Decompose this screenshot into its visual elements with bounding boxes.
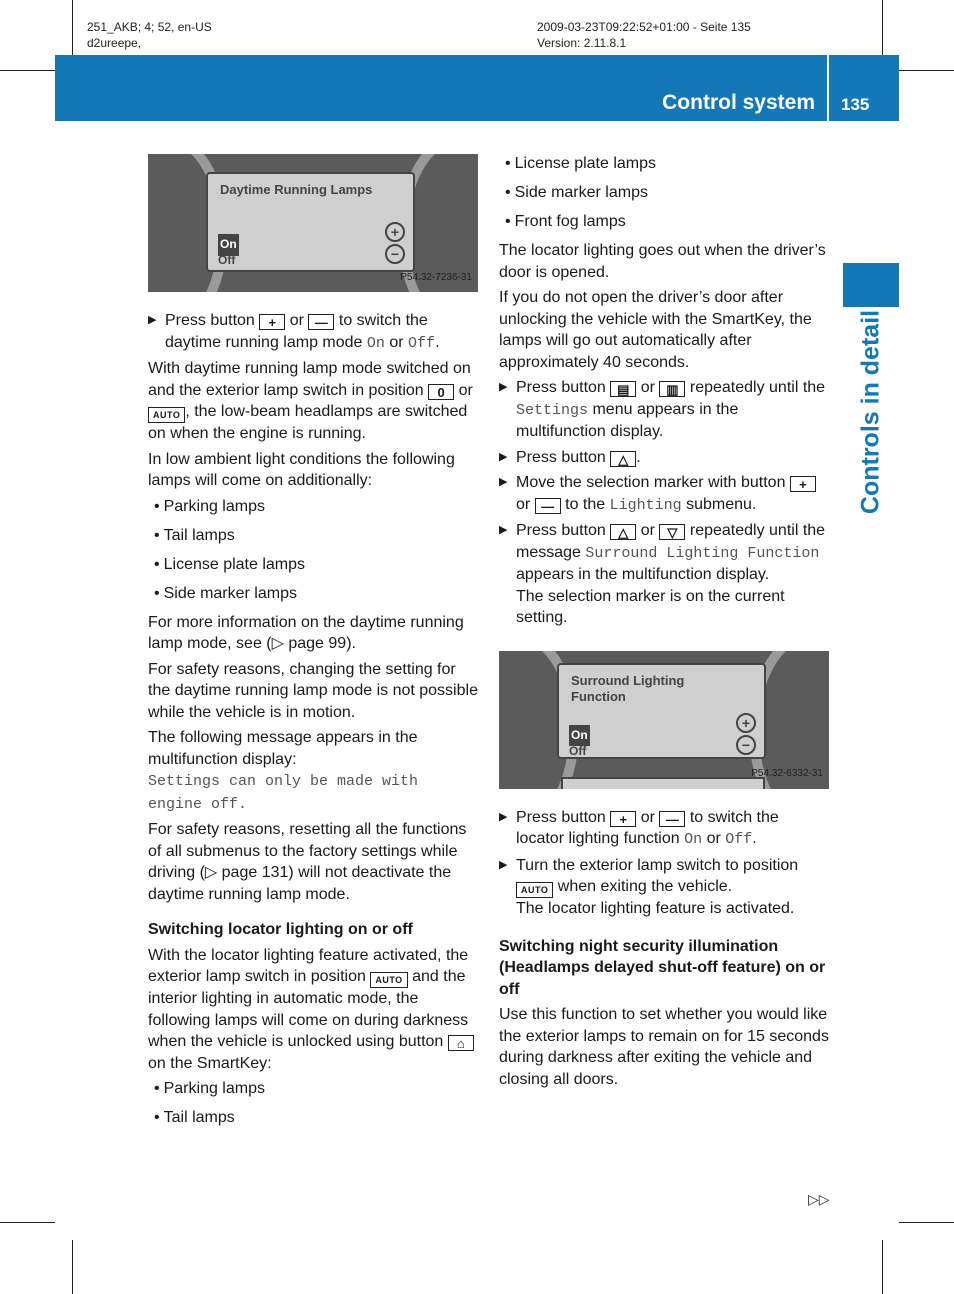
list-item: • License plate lamps [154,555,306,573]
text: or [289,312,304,329]
text: Side marker lamps [514,184,648,201]
up-button-icon: △ [610,524,636,540]
text: when exiting the vehicle. [557,878,733,895]
lamp-switch-0-icon: 0 [428,384,454,400]
text: Press button [516,808,606,826]
text: appears in the multifunction display. [516,566,770,583]
unlock-button-icon: ⌂ [448,1035,474,1051]
figure-reference: P54.32-6332-31 [751,768,823,779]
meta-text: Version: 2.11.8.1 [537,36,627,50]
minus-button-icon: — [535,498,561,514]
arrow-icon: ▶ [499,524,508,536]
minus-button-icon: — [659,811,685,827]
right-column [499,153,829,1094]
crop-mark [882,0,883,55]
paragraph: For more information on the daytime running lamp mode, see (▷ page 99). [148,613,464,652]
text: Move the selection marker with button [516,474,786,491]
text: Tail lamps [163,1109,235,1126]
text: to switch the locator lighting function [516,808,779,847]
display-option-on: On [569,725,590,747]
text: Press button [516,379,606,396]
lamp-switch-auto-icon: AUTO [148,407,185,423]
minus-icon: − [736,735,756,755]
display-illustration-daytime [148,154,478,292]
display-message: Settings can only be made with engine off. [148,773,419,813]
list-item: • Tail lamps [154,1109,235,1126]
text: , the low-beam headlamps are switched on when the engine is running. [148,403,468,442]
crop-mark [899,70,954,71]
paragraph [148,727,478,815]
lamp-switch-auto-icon: AUTO [370,972,407,988]
plus-icon: + [385,222,405,242]
crop-mark [882,1240,883,1294]
print-meta-left [87,19,212,51]
crop-mark [0,1222,55,1223]
text: submenu. [686,495,757,513]
paragraph: If you do not open the driver’s door after unlocking the vehicle with the SmartKey, the lamps will go out automatically after approximately 40 seconds. [499,289,812,371]
text: Side marker lamps [163,584,297,602]
arrow-icon: ▶ [499,476,508,488]
minus-icon: − [385,244,405,264]
display-text: Off [725,831,753,848]
instruction-step: ▶ Press button + or — to switch the locator lighting function On or Off. [499,808,779,848]
crop-mark [72,1240,73,1294]
display-text: On [366,334,385,352]
minus-button-icon: — [308,314,334,330]
up-button-icon: △ [610,451,636,467]
text: Turn the exterior lamp switch to position [516,856,799,874]
instruction-step: ▶ Move the selection marker with button + or — to the Lighting submenu. [499,472,829,516]
display-lower-bar [561,777,765,789]
display-text: Lighting [609,496,682,514]
text: The selection marker is on the current setting. [516,587,785,626]
text: Press button [516,522,606,539]
meta-text: d2ureepe, [87,36,142,50]
text: Press button [165,312,255,329]
plus-button-icon: + [790,476,816,492]
display-illustration-surround [499,651,829,789]
crop-mark [899,1222,954,1223]
paragraph: For safety reasons, changing the setting for the daytime running lamp mode is not possible while the vehicle is in motion. [148,660,478,721]
section-title: Control system [662,91,815,114]
plus-button-icon: + [610,811,636,827]
multifunction-display [557,663,766,759]
subheading: Switching night security illumination (Headlamps delayed shut-off feature) on or off [499,937,826,998]
display-option-off: Off [569,743,587,758]
display-option-off: Off [218,253,236,267]
text: License plate lamps [514,155,657,172]
text: Parking lamps [163,1080,265,1097]
instruction-step: ▶ Press button + or — to switch the daytime running lamp mode On or Off. [148,312,440,352]
paragraph: The locator lighting goes out when the driver’s door is opened. [499,242,826,281]
display-message: Surround Lighting Function [585,544,820,562]
figure-reference: P54.32-7236-31 [400,271,472,283]
display-left-button-icon: ▤ [610,381,636,397]
print-meta-right [537,19,751,51]
multifunction-display [206,172,415,272]
arrow-icon: ▶ [499,858,508,871]
display-text: On [684,831,703,848]
down-button-icon: ▽ [659,524,685,540]
paragraph: In low ambient light conditions the following lamps will come on additionally: [148,450,455,489]
text: Front fog lamps [514,213,626,230]
text: With daytime running lamp mode switched on and the exterior lamp switch in position [148,360,471,399]
text: Parking lamps [163,497,265,515]
list-item: • Parking lamps [154,497,265,515]
text: to switch the daytime running lamp mode [165,312,428,351]
lamp-switch-auto-icon: AUTO [516,882,553,898]
arrow-icon: ▶ [499,381,508,393]
instruction-step: ▶ Press button △ . [499,448,641,467]
list-item: • Tail lamps [154,526,235,544]
display-text: Off [408,334,436,352]
text: The locator lighting feature is activated. [516,900,795,917]
meta-text: 251_AKB; 4; 52, en-US [87,20,212,34]
text: or [389,333,404,351]
chapter-label: Controls in detail [856,309,885,515]
list-item: • Parking lamps [154,1080,265,1097]
text: menu appears in the multifunction display. [516,400,739,440]
continue-marker: ▷▷ [808,1191,830,1207]
arrow-icon: ▶ [499,810,508,823]
plus-icon: + [736,713,756,733]
arrow-icon: ▶ [148,314,157,326]
instruction-step [499,855,829,920]
header-bar [55,55,899,121]
chapter-tab [843,263,899,307]
meta-text: 2009-03-23T09:22:52+01:00 - Seite 135 [537,20,751,34]
crop-mark [0,70,55,71]
page-number: 135 [841,95,870,114]
text: Press button [516,448,606,466]
text: The following message appears in the multifunction display: [148,729,418,768]
display-right-button-icon: ▥ [659,381,685,397]
display-title: Daytime Running Lamps [220,182,373,197]
text: and the interior lighting in automatic mode, the following lamps will come on during darkness when the vehicle is unlocked using button [148,968,469,1050]
list-item: • License plate lamps [505,155,657,172]
text: on the SmartKey: [148,1054,272,1072]
display-option-on: On [218,234,239,256]
paragraph: With daytime running lamp mode switched on and the exterior lamp switch in position 0 or AUTO , the low-beam headlamps are switched on when the engine is running. [148,360,473,442]
instruction-step: ▶ Press button △ or ▽ repeatedly until the message Surround Lighting Function appears in the multifunction display. The selection marker is on the current setting. [499,522,826,626]
text: License plate lamps [163,555,306,573]
paragraph: For safety reasons, resetting all the functions of all submenus to the factory settings while driving (▷ page 131) will not deactivate the daytime running lamp mode. [148,821,467,903]
text: repeatedly until the message [516,522,826,561]
text: to the [565,495,606,513]
text: Tail lamps [163,526,235,544]
header-divider [827,55,829,121]
text: repeatedly until the [689,379,826,396]
list-item: • Front fog lamps [505,213,626,230]
paragraph [148,945,478,1075]
paragraph: Use this function to set whether you would like the exterior lamps to remain on for 15 seconds during darkness after exiting the vehicle and closing all doors. [499,1006,829,1088]
display-title: Surround Lighting Function [571,672,685,704]
instruction-step: ▶ Press button ▤ or ▥ repeatedly until the Settings menu appears in the multifunction display. [499,379,826,440]
display-text: Settings [516,401,589,419]
subheading: Switching locator lighting on or off [148,921,413,938]
list-item: • Side marker lamps [505,184,648,201]
plus-button-icon: + [259,314,285,330]
text: With the locator lighting feature activated, the exterior lamp switch in position [148,946,469,985]
list-item: • Side marker lamps [154,584,297,602]
left-column [148,154,478,1136]
crop-mark [72,0,73,55]
arrow-icon: ▶ [499,450,508,463]
